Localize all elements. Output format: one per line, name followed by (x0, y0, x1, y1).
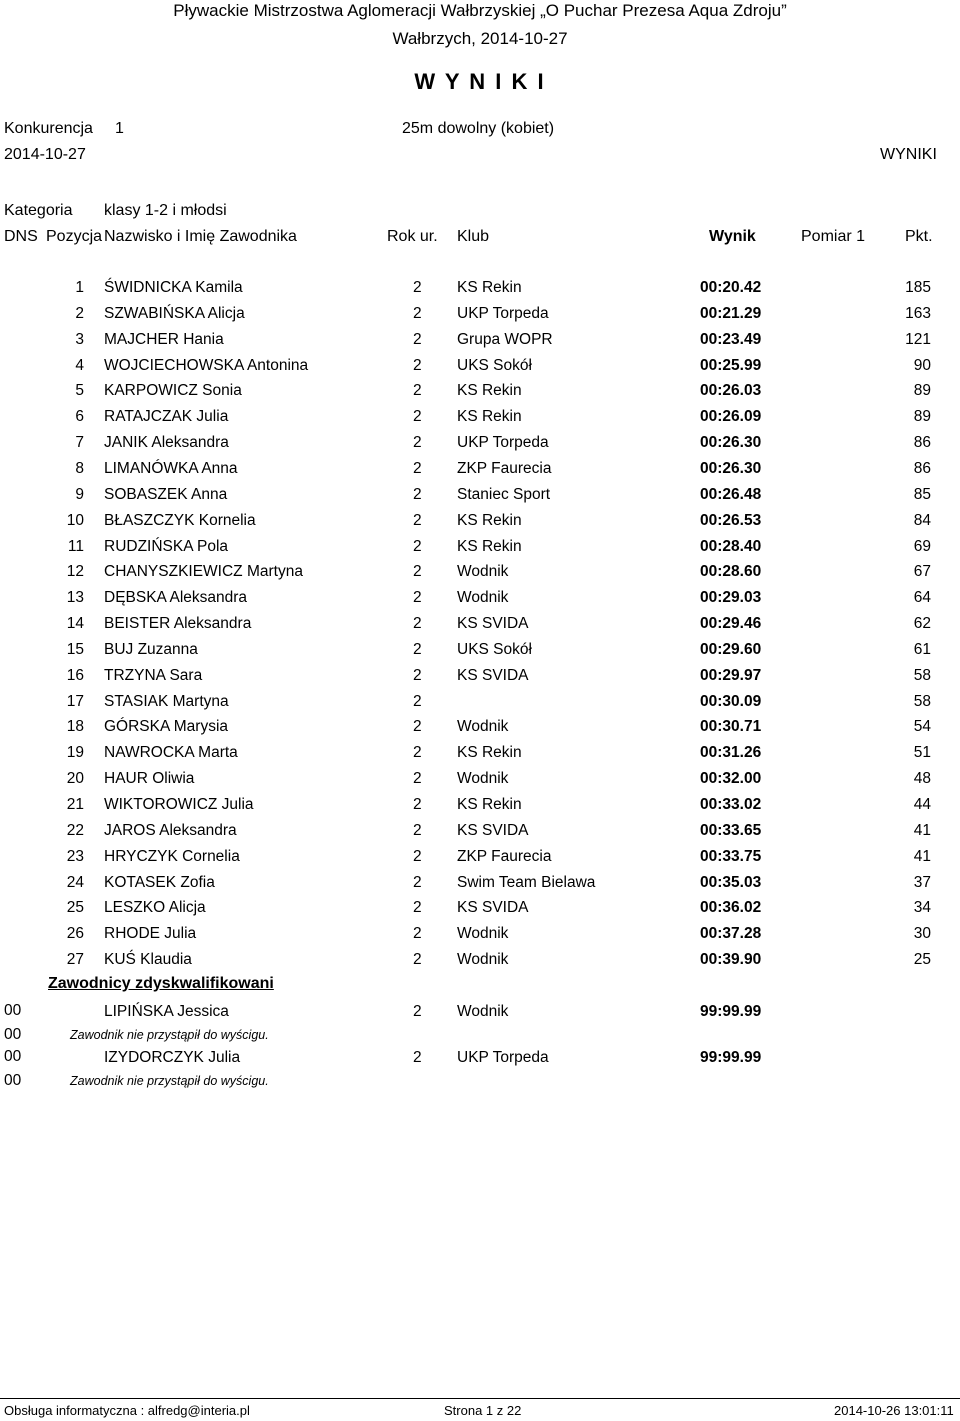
table-row (0, 950, 960, 974)
table-row (0, 304, 960, 328)
results-title: W Y N I K I (414, 69, 546, 94)
name-cell: WOJCIECHOWSKA Antonina (104, 356, 309, 374)
year-cell: 2 (413, 640, 422, 658)
result-cell: 00:23.49 (700, 330, 762, 348)
year-cell: 2 (413, 925, 422, 943)
position-cell: 11 (67, 537, 84, 555)
disqualified-heading: Zawodnicy zdyskwalifikowani (48, 975, 274, 992)
table-row (0, 821, 960, 845)
position-cell: 19 (66, 744, 84, 762)
result-cell: 00:25.99 (700, 356, 762, 374)
name-cell: KUŚ Klaudia (104, 951, 192, 969)
year-cell: 2 (413, 744, 422, 762)
table-row (0, 588, 960, 612)
dq-club: Wodnik (457, 1003, 509, 1020)
dq-note-code: 00 (4, 1072, 22, 1089)
table-row (0, 562, 960, 586)
name-cell: KOTASEK Zofia (104, 873, 215, 891)
position-cell: 7 (75, 434, 84, 452)
position-cell: 12 (66, 563, 84, 581)
points-cell: 51 (913, 744, 931, 762)
club-cell: Staniec Sport (457, 485, 551, 503)
points-cell: 89 (913, 408, 931, 426)
dq-time: 99:99.99 (700, 1049, 762, 1066)
club-cell: KS SVIDA (457, 821, 529, 839)
table-row (0, 614, 960, 638)
club-cell: KS SVIDA (457, 615, 529, 633)
position-cell: 16 (66, 666, 84, 684)
position-cell: 15 (66, 640, 84, 658)
result-cell: 00:35.03 (700, 873, 762, 891)
position-cell: 2 (75, 304, 84, 322)
points-cell: 25 (913, 951, 931, 969)
club-cell: ZKP Faurecia (457, 847, 552, 865)
dq-code: 00 (4, 1002, 22, 1019)
result-cell: 00:29.46 (700, 615, 762, 633)
name-cell: TRZYNA Sara (104, 666, 203, 684)
club-cell: KS Rekin (457, 511, 522, 529)
year-cell: 2 (413, 873, 422, 891)
club-cell: KS Rekin (457, 382, 522, 400)
table-row (0, 640, 960, 664)
col-dns: DNS (4, 228, 38, 245)
table-row (0, 795, 960, 819)
table-row (0, 666, 960, 690)
club-cell: KS Rekin (457, 537, 522, 555)
result-cell: 00:29.97 (700, 666, 762, 684)
dq-year: 2 (413, 1003, 422, 1020)
dq-year: 2 (413, 1049, 422, 1066)
category-value: klasy 1-2 i młodsi (104, 202, 227, 219)
position-cell: 22 (66, 821, 84, 839)
dq-code: 00 (4, 1048, 22, 1065)
points-cell: 41 (913, 847, 931, 865)
points-cell: 86 (913, 459, 931, 477)
points-cell: 37 (913, 873, 931, 891)
position-cell: 27 (66, 951, 84, 969)
points-cell: 69 (913, 537, 931, 555)
year-cell: 2 (413, 718, 422, 736)
result-cell: 00:30.09 (700, 692, 762, 710)
position-cell: 5 (75, 382, 84, 400)
result-cell: 00:37.28 (700, 925, 762, 943)
year-cell: 2 (413, 563, 422, 581)
position-cell: 3 (75, 330, 84, 348)
table-row (0, 356, 960, 380)
table-row (0, 278, 960, 302)
result-cell: 00:31.26 (700, 744, 762, 762)
position-cell: 25 (66, 899, 84, 917)
name-cell: RUDZIŃSKA Pola (104, 537, 229, 555)
table-row (0, 847, 960, 871)
points-cell: 89 (913, 382, 931, 400)
club-cell: UKS Sokół (457, 356, 532, 374)
doc-type: WYNIKI (880, 146, 937, 163)
points-cell: 58 (913, 666, 931, 684)
year-cell: 2 (413, 304, 422, 322)
year-cell: 2 (413, 434, 422, 452)
position-cell: 26 (66, 925, 84, 943)
name-cell: JAROS Aleksandra (104, 821, 237, 839)
result-cell: 00:21.29 (700, 304, 762, 322)
name-cell: SOBASZEK Anna (104, 485, 228, 503)
name-cell: CHANYSZKIEWICZ Martyna (104, 563, 303, 581)
position-cell: 13 (66, 589, 84, 607)
year-cell: 2 (413, 847, 422, 865)
table-row (0, 485, 960, 509)
table-row (0, 898, 960, 922)
result-cell: 00:39.90 (700, 951, 762, 969)
year-cell: 2 (413, 408, 422, 426)
table-row (0, 459, 960, 483)
col-year: Rok ur. (387, 228, 438, 245)
result-cell: 00:26.30 (700, 459, 762, 477)
name-cell: BŁASZCZYK Kornelia (104, 511, 256, 529)
name-cell: RATAJCZAK Julia (104, 408, 229, 426)
name-cell: GÓRSKA Marysia (104, 718, 229, 736)
name-cell: HRYCZYK Cornelia (104, 847, 240, 865)
name-cell: SZWABIŃSKA Alicja (104, 304, 245, 322)
category-label: Kategoria (4, 202, 73, 219)
year-cell: 2 (413, 666, 422, 684)
footer-page: Strona 1 z 22 (444, 1403, 522, 1418)
points-cell: 34 (913, 899, 931, 917)
result-cell: 00:29.60 (700, 640, 762, 658)
position-cell: 4 (75, 356, 84, 374)
club-cell: KS Rekin (457, 408, 522, 426)
result-cell: 00:33.75 (700, 847, 762, 865)
col-result: Wynik (709, 228, 756, 245)
col-points: Pkt. (905, 228, 933, 245)
footer-service: Obsługa informatyczna : alfredg@interia.pl (4, 1403, 250, 1418)
club-cell: Swim Team Bielawa (457, 873, 596, 891)
points-cell: 30 (913, 925, 931, 943)
name-cell: BUJ Zuzanna (104, 640, 198, 658)
points-cell: 163 (905, 304, 931, 322)
year-cell: 2 (413, 330, 422, 348)
club-cell: Wodnik (457, 951, 509, 969)
col-split: Pomiar 1 (801, 228, 866, 245)
table-row (0, 407, 960, 431)
year-cell: 2 (413, 279, 422, 296)
club-cell: Wodnik (457, 563, 509, 581)
position-cell: 1 (75, 279, 84, 296)
result-cell: 00:20.42 (700, 279, 762, 296)
name-cell: HAUR Oliwia (104, 770, 195, 788)
result-cell: 00:36.02 (700, 899, 762, 917)
year-cell: 2 (413, 899, 422, 917)
result-cell: 00:26.53 (700, 511, 762, 529)
position-cell: 8 (75, 459, 84, 477)
table-row (0, 381, 960, 405)
table-row (0, 433, 960, 457)
table-row (0, 873, 960, 897)
event-number: 1 (115, 120, 124, 137)
year-cell: 2 (413, 796, 422, 813)
table-row (0, 717, 960, 741)
name-cell: MAJCHER Hania (104, 330, 224, 348)
points-cell: 67 (913, 563, 931, 581)
year-cell: 2 (413, 485, 422, 503)
col-club: Klub (457, 228, 490, 245)
club-cell: KS Rekin (457, 279, 522, 296)
table-row (0, 743, 960, 767)
name-cell: NAWROCKA Marta (104, 744, 238, 762)
club-cell: KS SVIDA (457, 899, 529, 917)
table-row (0, 330, 960, 354)
result-cell: 00:33.02 (700, 796, 762, 813)
year-cell: 2 (413, 356, 422, 374)
points-cell: 90 (913, 356, 931, 374)
dq-note: Zawodnik nie przystąpił do wyścigu. (70, 1028, 269, 1042)
dq-name: IZYDORCZYK Julia (104, 1049, 241, 1066)
result-cell: 00:26.03 (700, 382, 762, 400)
position-cell: 21 (66, 796, 84, 813)
club-cell: Wodnik (457, 925, 509, 943)
position-cell: 10 (66, 511, 84, 529)
club-cell: UKS Sokół (457, 640, 532, 658)
name-cell: LIMANÓWKA Anna (104, 459, 238, 477)
year-cell: 2 (413, 537, 422, 555)
points-cell: 41 (913, 821, 931, 839)
year-cell: 2 (413, 951, 422, 969)
year-cell: 2 (413, 615, 422, 633)
points-cell: 54 (913, 718, 931, 736)
club-cell: Wodnik (457, 770, 509, 788)
name-cell: ŚWIDNICKA Kamila (104, 279, 243, 296)
position-cell: 17 (66, 692, 84, 710)
year-cell: 2 (413, 511, 422, 529)
points-cell: 62 (913, 615, 931, 633)
points-cell: 85 (913, 485, 931, 503)
event-date: 2014-10-27 (4, 146, 86, 163)
col-name: Nazwisko i Imię Zawodnika (104, 228, 297, 245)
dq-name: LIPIŃSKA Jessica (104, 1003, 229, 1020)
club-cell: KS SVIDA (457, 666, 529, 684)
competition-title: Pływackie Mistrzostwa Aglomeracji Wałbrzyskiej „O Puchar Prezesa Aqua Zdroju” (173, 1, 787, 20)
club-cell: Grupa WOPR (457, 330, 553, 348)
year-cell: 2 (413, 589, 422, 607)
points-cell: 48 (913, 770, 931, 788)
club-cell: UKP Torpeda (457, 434, 549, 452)
points-cell: 64 (913, 589, 931, 607)
dq-time: 99:99.99 (700, 1003, 762, 1020)
position-cell: 23 (66, 847, 84, 865)
place-date: Wałbrzych, 2014-10-27 (392, 29, 568, 48)
year-cell: 2 (413, 692, 422, 710)
table-row (0, 511, 960, 535)
name-cell: RHODE Julia (104, 925, 197, 943)
points-cell: 61 (913, 640, 931, 658)
result-cell: 00:28.40 (700, 537, 762, 555)
year-cell: 2 (413, 770, 422, 788)
table-row (0, 769, 960, 793)
footer-timestamp: 2014-10-26 13:01:11 (834, 1403, 954, 1418)
name-cell: JANIK Aleksandra (104, 434, 229, 452)
club-cell: Wodnik (457, 718, 509, 736)
position-cell: 18 (66, 718, 84, 736)
event-name: 25m dowolny (kobiet) (402, 120, 555, 137)
year-cell: 2 (413, 382, 422, 400)
name-cell: LESZKO Alicja (104, 899, 206, 917)
name-cell: BEISTER Aleksandra (104, 615, 252, 633)
table-row (0, 692, 960, 716)
year-cell: 2 (413, 459, 422, 477)
club-cell: Wodnik (457, 589, 509, 607)
name-cell: KARPOWICZ Sonia (104, 382, 242, 400)
name-cell: WIKTOROWICZ Julia (104, 796, 254, 813)
result-cell: 00:32.00 (700, 770, 762, 788)
points-cell: 84 (913, 511, 931, 529)
position-cell: 20 (66, 770, 84, 788)
points-cell: 86 (913, 434, 931, 452)
result-cell: 00:26.48 (700, 485, 762, 503)
club-cell: UKP Torpeda (457, 304, 549, 322)
position-cell: 24 (66, 873, 84, 891)
result-cell: 00:26.30 (700, 434, 762, 452)
points-cell: 121 (905, 330, 931, 348)
name-cell: DĘBSKA Aleksandra (104, 589, 248, 607)
dq-club: UKP Torpeda (457, 1049, 549, 1066)
result-cell: 00:29.03 (700, 589, 762, 607)
dq-note-code: 00 (4, 1026, 22, 1043)
result-cell: 00:33.65 (700, 821, 762, 839)
result-cell: 00:30.71 (700, 718, 762, 736)
club-cell: KS Rekin (457, 796, 522, 813)
year-cell: 2 (413, 821, 422, 839)
table-row (0, 924, 960, 948)
position-cell: 9 (75, 485, 84, 503)
dq-note: Zawodnik nie przystąpił do wyścigu. (70, 1074, 269, 1088)
points-cell: 44 (913, 796, 931, 813)
col-position: Pozycja (46, 228, 103, 245)
position-cell: 14 (66, 615, 84, 633)
name-cell: STASIAK Martyna (104, 692, 229, 710)
result-cell: 00:28.60 (700, 563, 762, 581)
event-label: Konkurencja (4, 120, 93, 137)
club-cell: ZKP Faurecia (457, 459, 552, 477)
footer-divider (0, 1398, 960, 1399)
result-cell: 00:26.09 (700, 408, 762, 426)
position-cell: 6 (75, 408, 84, 426)
club-cell: KS Rekin (457, 744, 522, 762)
points-cell: 58 (913, 692, 931, 710)
table-row (0, 537, 960, 561)
points-cell: 185 (905, 279, 931, 296)
